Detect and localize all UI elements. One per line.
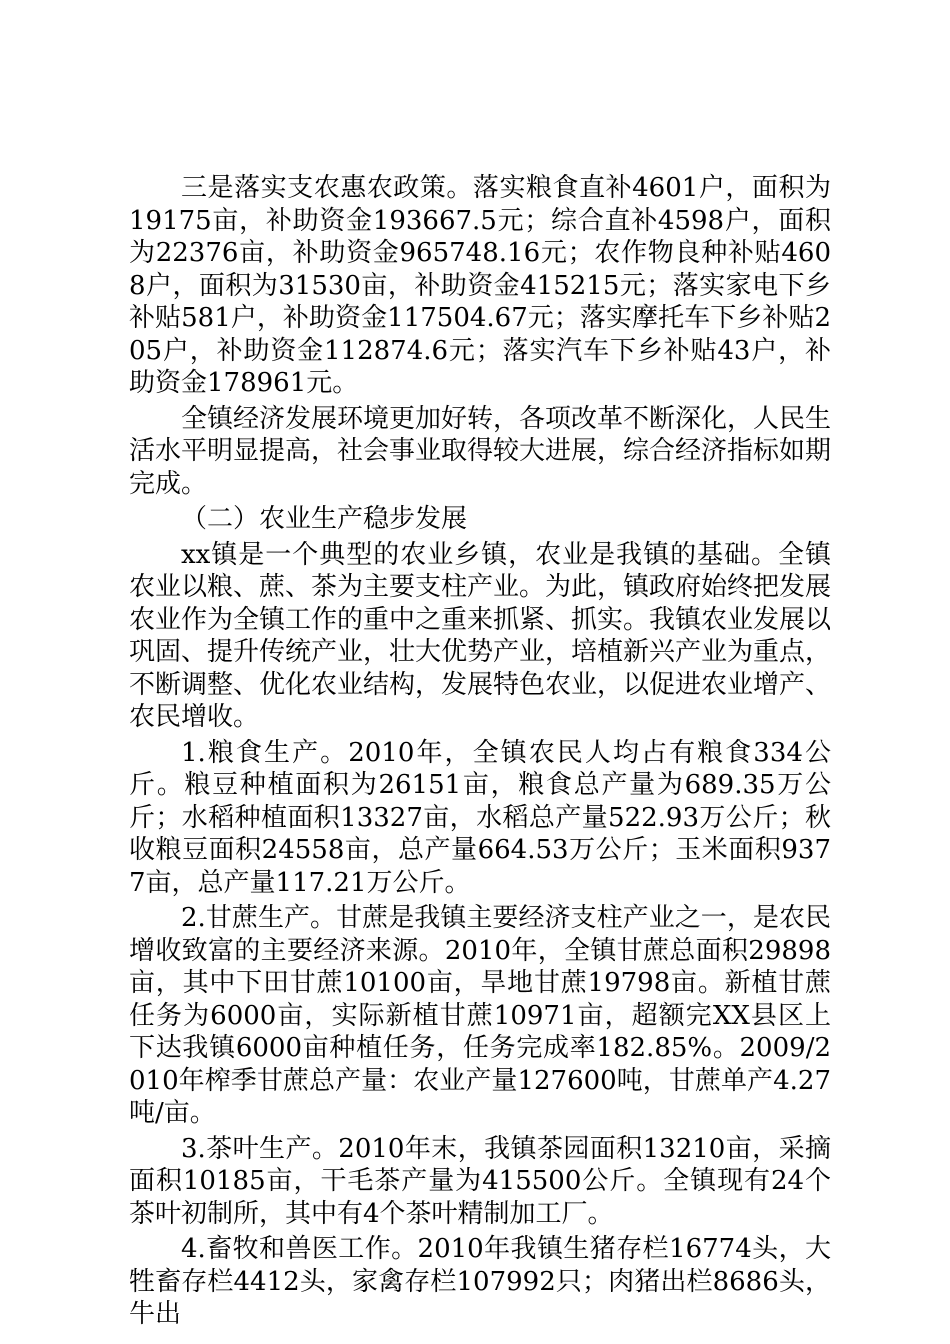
- paragraph-grain-production: 1.粮食生产。2010年，全镇农民人均占有粮食334公斤。粮豆种植面积为26151亩，粮食总产量为689.35万公斤；水稻种植面积13327亩，水稻总产量522.93万公斤；秋收粮豆面积24558亩，总产量664.53万公斤；玉米面积9377亩，总产量117.21万公斤。: [129, 737, 831, 898]
- paragraph-economic-summary: 全镇经济发展环境更加好转，各项改革不断深化，人民生活水平明显提高，社会事业取得较大进展，综合经济指标如期完成。: [129, 403, 832, 499]
- paragraph-tea-production: 3.茶叶生产。2010年末，我镇茶园面积13210亩，采摘面积10185亩，干毛茶产量为415500公斤。全镇现有24个茶叶初制所，其中有4个茶叶精制加工厂。: [129, 1133, 831, 1229]
- paragraph-livestock: 4.畜牧和兽医工作。2010年我镇生猪存栏16774头，大牲畜存栏4412头，家禽存栏107992只；肉猪出栏8686头，牛出: [129, 1234, 831, 1329]
- section-heading-agriculture: （二）农业生产稳步发展: [181, 504, 468, 534]
- paragraph-policy-subsidies: 三是落实支农惠农政策。落实粮食直补4601户，面积为19175亩，补助资金193667.5元；综合直补4598户，面积为22376亩，补助资金965748.16元；农作物良种补贴4608户，面积为31530亩，补助资金415215元；落实家电下乡补贴581户，补助资金117504.67元；落实摩托车下乡补贴205户，补助资金112874.6元；落实汽车下乡补贴43户，补助资金178961元。: [129, 173, 831, 398]
- paragraph-sugarcane-production: 2.甘蔗生产。甘蔗是我镇主要经济支柱产业之一，是农民增收致富的主要经济来源。2010年，全镇甘蔗总面积29898亩，其中下田甘蔗10100亩，旱地甘蔗19798亩。新植甘蔗任务为6000亩，实际新植甘蔗10971亩，超额完XX县区上下达我镇6000亩种植任务，任务完成率182.85%。2009/2010年榨季甘蔗总产量：农业产量127600吨，甘蔗单产4.27吨/亩。: [129, 903, 831, 1128]
- paragraph-agriculture-overview: xx镇是一个典型的农业乡镇，农业是我镇的基础。全镇农业以粮、蔗、茶为主要支柱产业。为此，镇政府始终把发展农业作为全镇工作的重中之重来抓紧、抓实。我镇农业发展以巩固、提升传统产业，壮大优势产业，培植新兴产业为重点，不断调整、优化农业结构，发展特色农业，以促进农业增产、农民增收。: [129, 539, 832, 732]
- document-body: [129, 172, 831, 1334]
